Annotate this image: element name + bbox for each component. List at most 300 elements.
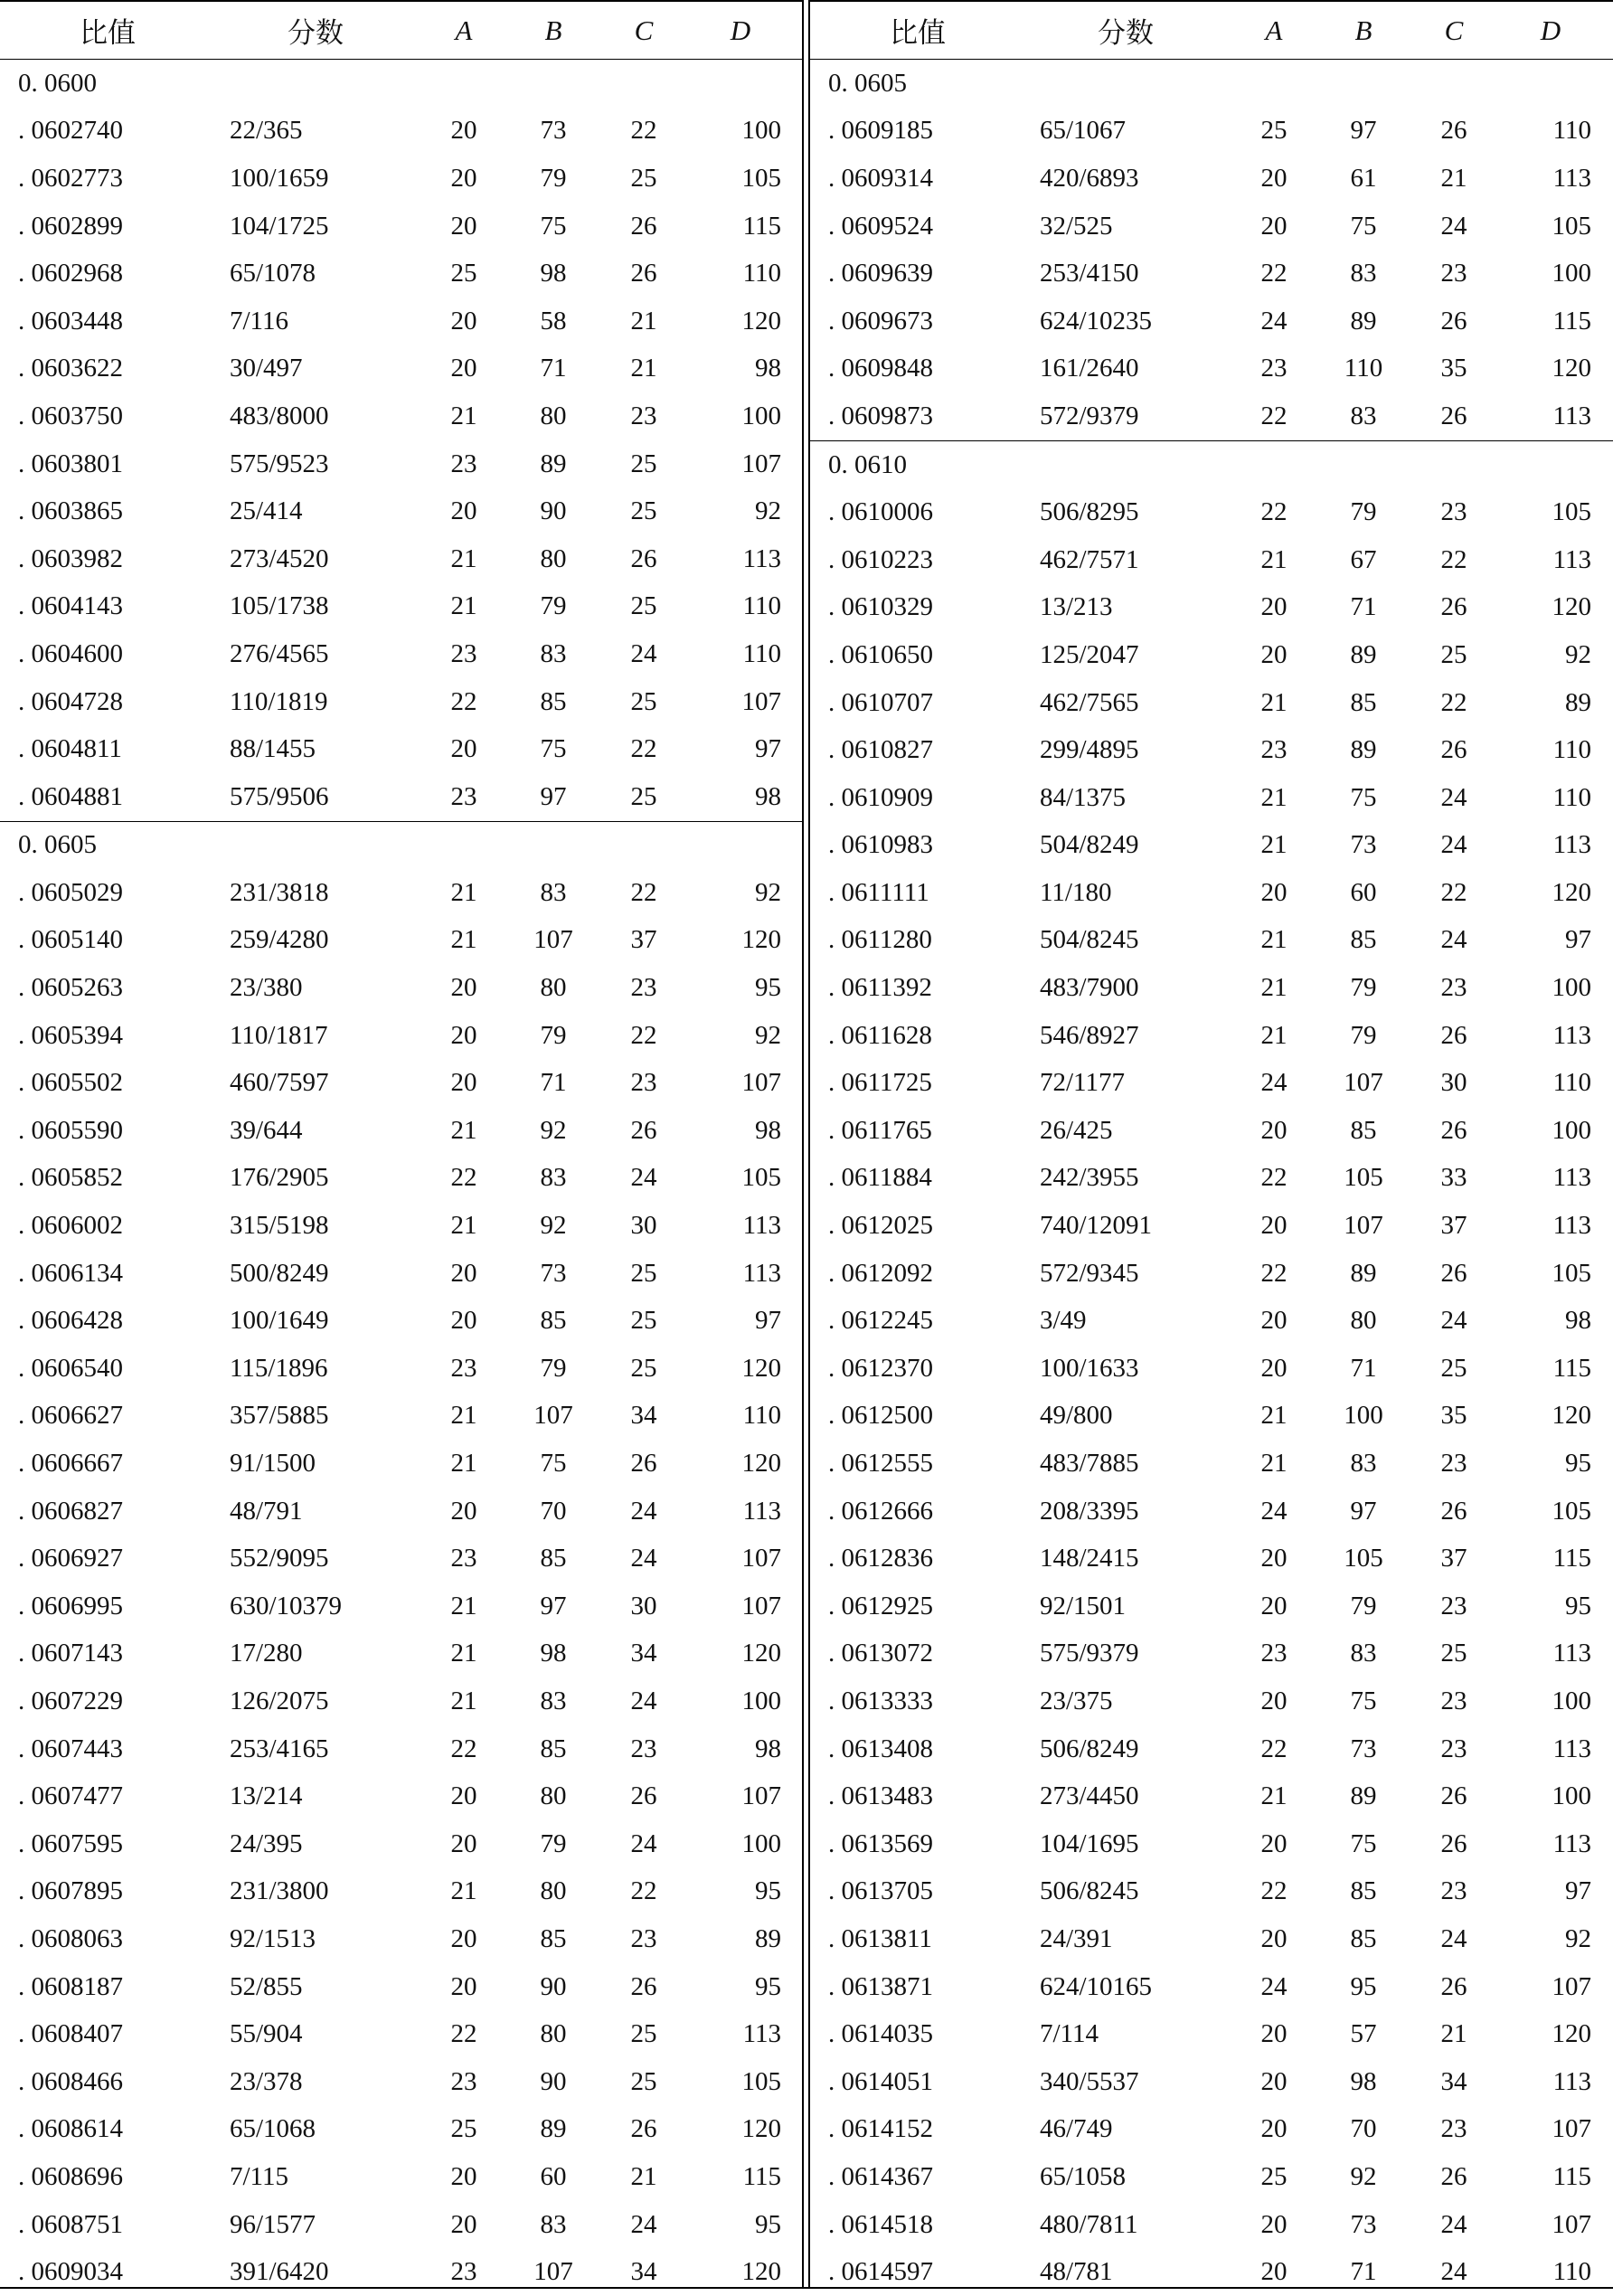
fraction-cell: 110/1819 xyxy=(230,686,328,716)
c-cell: 25 xyxy=(1440,1353,1467,1383)
table-row xyxy=(810,1677,1613,1725)
fraction-cell: 552/9095 xyxy=(230,1544,329,1573)
ratio-cell: . 0604811 xyxy=(18,734,122,764)
c-cell: 24 xyxy=(1440,2209,1467,2239)
fraction-cell: 23/380 xyxy=(230,973,303,1003)
d-cell: 110 xyxy=(742,638,781,668)
table-row xyxy=(0,725,803,773)
a-cell: 22 xyxy=(450,1163,477,1193)
ratio-cell: . 0606667 xyxy=(18,1449,123,1479)
ratio-cell: . 0610827 xyxy=(828,735,933,765)
ratio-cell: . 0612666 xyxy=(828,1496,933,1526)
ratio-cell: . 0606627 xyxy=(18,1401,123,1431)
table-row xyxy=(0,2248,803,2296)
ratio-cell: . 0609185 xyxy=(828,116,933,146)
ratio-cell: . 0602740 xyxy=(18,116,123,146)
a-cell: 20 xyxy=(450,973,477,1003)
ratio-cell: . 0603801 xyxy=(18,449,123,478)
b-cell: 60 xyxy=(1350,877,1377,907)
table-row xyxy=(810,1440,1613,1488)
a-cell: 21 xyxy=(450,1591,477,1620)
c-cell: 26 xyxy=(630,259,657,288)
ratio-cell: . 0604143 xyxy=(18,591,123,621)
c-cell: 22 xyxy=(1440,687,1467,717)
table-row xyxy=(0,1963,803,2011)
table-row xyxy=(810,1963,1613,2011)
a-cell: 20 xyxy=(1260,2209,1288,2239)
ratio-cell: . 0612370 xyxy=(828,1353,933,1383)
fraction-cell: 88/1455 xyxy=(230,734,316,764)
table-row xyxy=(810,1012,1613,1060)
fraction-cell: 483/8000 xyxy=(230,401,329,430)
fraction-cell: 32/525 xyxy=(1040,211,1113,241)
b-cell: 83 xyxy=(1350,259,1377,288)
table-row xyxy=(810,1393,1613,1441)
d-cell: 107 xyxy=(1552,2209,1591,2239)
ratio-cell: . 0614367 xyxy=(828,2161,933,2191)
ratio-cell: . 0614518 xyxy=(828,2209,933,2239)
d-cell: 120 xyxy=(741,2257,781,2287)
c-cell: 23 xyxy=(630,973,657,1003)
d-cell: 100 xyxy=(1552,259,1591,288)
ratio-cell: . 0610707 xyxy=(828,687,933,717)
ratio-cell: . 0609314 xyxy=(828,163,933,193)
d-cell: 98 xyxy=(1565,1306,1591,1336)
d-cell: 113 xyxy=(742,543,781,573)
fraction-cell: 391/6420 xyxy=(230,2257,329,2287)
b-cell: 71 xyxy=(540,1068,567,1098)
b-cell: 85 xyxy=(540,1544,567,1573)
d-cell: 115 xyxy=(1552,1353,1591,1383)
ratio-cell: . 0611392 xyxy=(828,973,932,1003)
d-cell: 107 xyxy=(741,1781,781,1811)
d-cell: 115 xyxy=(1552,2161,1591,2191)
table-row xyxy=(0,630,803,678)
table-row xyxy=(0,964,803,1012)
a-cell: 21 xyxy=(450,1211,477,1241)
table-row xyxy=(810,250,1613,298)
ratio-cell: . 0605263 xyxy=(18,973,123,1003)
table-row xyxy=(0,108,803,156)
table-row xyxy=(0,1535,803,1583)
fraction-cell: 572/9379 xyxy=(1040,401,1139,430)
table-row xyxy=(810,2248,1613,2296)
c-cell: 21 xyxy=(1440,163,1467,193)
header-ratio: 比值 xyxy=(80,17,136,49)
fraction-cell: 483/7900 xyxy=(1040,973,1139,1003)
b-cell: 75 xyxy=(1350,782,1377,812)
fraction-cell: 148/2415 xyxy=(1040,1544,1139,1573)
b-cell: 71 xyxy=(1350,592,1377,622)
fraction-cell: 575/9506 xyxy=(230,781,329,811)
b-cell: 98 xyxy=(1350,2066,1377,2096)
d-cell: 92 xyxy=(755,1020,781,1050)
fraction-cell: 11/180 xyxy=(1040,877,1112,907)
a-cell: 22 xyxy=(1260,401,1288,430)
c-cell: 23 xyxy=(1440,1734,1467,1763)
fraction-cell: 110/1817 xyxy=(230,1020,328,1050)
a-cell: 23 xyxy=(1260,354,1288,383)
c-cell: 25 xyxy=(630,1353,657,1383)
c-cell: 24 xyxy=(1440,830,1467,860)
ratio-cell: . 0610983 xyxy=(828,830,933,860)
b-cell: 92 xyxy=(1350,2161,1377,2191)
c-cell: 25 xyxy=(630,1258,657,1288)
fraction-cell: 504/8245 xyxy=(1040,925,1139,955)
a-cell: 21 xyxy=(450,1449,477,1479)
b-cell: 67 xyxy=(1350,544,1377,574)
ratio-cell: . 0609673 xyxy=(828,306,933,335)
d-cell: 113 xyxy=(742,1211,781,1241)
b-cell: 73 xyxy=(1350,830,1377,860)
table-row xyxy=(0,1059,803,1107)
c-cell: 25 xyxy=(1440,1639,1467,1668)
fraction-cell: 273/4450 xyxy=(1040,1781,1139,1811)
table-row xyxy=(0,1725,803,1773)
fraction-cell: 7/115 xyxy=(230,2161,288,2191)
d-cell: 105 xyxy=(741,2066,781,2096)
d-cell: 113 xyxy=(1552,1828,1591,1858)
b-cell: 90 xyxy=(540,496,567,526)
b-cell: 79 xyxy=(540,163,567,193)
a-cell: 20 xyxy=(1260,211,1288,241)
fraction-cell: 259/4280 xyxy=(230,925,329,955)
fraction-cell: 65/1068 xyxy=(230,2114,316,2144)
a-cell: 23 xyxy=(450,2066,477,2096)
d-cell: 110 xyxy=(1552,1068,1591,1098)
c-cell: 24 xyxy=(630,2209,657,2239)
table-row xyxy=(0,535,803,583)
a-cell: 21 xyxy=(1260,1449,1288,1479)
fraction-cell: 572/9345 xyxy=(1040,1258,1139,1288)
table-row xyxy=(0,1012,803,1060)
b-cell: 92 xyxy=(540,1115,567,1145)
fraction-cell: 48/781 xyxy=(1040,2257,1113,2287)
table-row xyxy=(810,1915,1613,1963)
a-cell: 20 xyxy=(1260,592,1288,622)
ratio-cell: . 0605394 xyxy=(18,1020,123,1050)
a-cell: 20 xyxy=(450,1258,477,1288)
table-row xyxy=(0,2058,803,2106)
ratio-cell: . 0613072 xyxy=(828,1639,933,1668)
table-row xyxy=(810,584,1613,632)
ratio-cell: . 0606827 xyxy=(18,1496,123,1526)
b-cell: 107 xyxy=(533,2257,573,2287)
table-row xyxy=(810,392,1613,440)
fraction-cell: 630/10379 xyxy=(230,1591,343,1620)
table-row xyxy=(0,298,803,345)
c-cell: 26 xyxy=(630,1971,657,2001)
group-label-row xyxy=(0,821,803,870)
c-cell: 34 xyxy=(630,2257,657,2287)
ratio-cell: . 0603865 xyxy=(18,496,123,526)
ratio-cell: . 0604728 xyxy=(18,686,123,716)
d-cell: 113 xyxy=(1552,830,1591,860)
a-cell: 21 xyxy=(1260,1781,1288,1811)
table-row xyxy=(0,678,803,726)
a-cell: 21 xyxy=(450,1876,477,1906)
b-cell: 89 xyxy=(540,2114,567,2144)
ratio-cell: . 0606927 xyxy=(18,1544,123,1573)
table-row xyxy=(810,1630,1613,1678)
d-cell: 100 xyxy=(741,1828,781,1858)
ratio-cell: . 0614051 xyxy=(828,2066,933,2096)
d-cell: 100 xyxy=(741,1686,781,1715)
c-cell: 26 xyxy=(1440,401,1467,430)
d-cell: 115 xyxy=(742,2161,781,2191)
d-cell: 115 xyxy=(1552,1544,1591,1573)
c-cell: 30 xyxy=(630,1591,657,1620)
a-cell: 22 xyxy=(1260,497,1288,527)
fraction-cell: 72/1177 xyxy=(1040,1068,1125,1098)
fraction-cell: 161/2640 xyxy=(1040,354,1139,383)
b-cell: 89 xyxy=(540,449,567,478)
b-cell: 80 xyxy=(540,973,567,1003)
a-cell: 20 xyxy=(450,1781,477,1811)
ratio-cell: . 0609873 xyxy=(828,401,933,430)
table-row xyxy=(810,2153,1613,2201)
fraction-cell: 273/4520 xyxy=(230,543,329,573)
a-cell: 24 xyxy=(1260,1496,1288,1526)
c-cell: 22 xyxy=(1440,544,1467,574)
table-row xyxy=(0,345,803,393)
c-cell: 34 xyxy=(1440,2066,1467,2096)
fraction-cell: 91/1500 xyxy=(230,1449,316,1479)
ratio-cell: . 0612836 xyxy=(828,1544,933,1573)
d-cell: 105 xyxy=(1552,211,1591,241)
table-row xyxy=(810,1202,1613,1250)
b-cell: 75 xyxy=(1350,211,1377,241)
b-cell: 79 xyxy=(540,1353,567,1383)
fraction-cell: 65/1058 xyxy=(1040,2161,1127,2191)
a-cell: 20 xyxy=(450,211,477,241)
fraction-cell: 104/1725 xyxy=(230,211,329,241)
ratio-cell: . 0603982 xyxy=(18,543,123,573)
c-cell: 24 xyxy=(1440,1306,1467,1336)
b-cell: 75 xyxy=(540,211,567,241)
ratio-cell: . 0608466 xyxy=(18,2066,123,2096)
a-cell: 22 xyxy=(450,686,477,716)
ratio-cell: . 0614035 xyxy=(828,2019,933,2049)
table-row xyxy=(0,1250,803,1298)
d-cell: 120 xyxy=(1552,2019,1591,2049)
table-row xyxy=(0,203,803,250)
c-cell: 25 xyxy=(630,2019,657,2049)
ratio-cell: . 0610006 xyxy=(828,497,933,527)
table-row xyxy=(810,631,1613,679)
table-row xyxy=(0,2153,803,2201)
d-cell: 107 xyxy=(1552,1971,1591,2001)
a-cell: 22 xyxy=(450,1734,477,1763)
c-cell: 23 xyxy=(630,1923,657,1953)
table-row xyxy=(0,917,803,965)
d-cell: 110 xyxy=(1552,735,1591,765)
ratio-cell: . 0609524 xyxy=(828,211,933,241)
table-row xyxy=(810,345,1613,393)
header-d: D xyxy=(1540,14,1561,46)
header-c: C xyxy=(1444,14,1464,46)
fraction-cell: 39/644 xyxy=(230,1115,303,1145)
a-cell: 20 xyxy=(1260,1306,1288,1336)
table-row xyxy=(0,1107,803,1155)
c-cell: 24 xyxy=(1440,782,1467,812)
ratio-cell: . 0608407 xyxy=(18,2019,123,2049)
fraction-cell: 48/791 xyxy=(230,1496,303,1526)
b-cell: 85 xyxy=(1350,1115,1377,1145)
table-row xyxy=(810,1772,1613,1820)
c-cell: 23 xyxy=(1440,259,1467,288)
c-cell: 26 xyxy=(1440,2161,1467,2191)
table-row xyxy=(810,2106,1613,2154)
c-cell: 34 xyxy=(630,1401,657,1431)
fraction-cell: 276/4565 xyxy=(230,638,329,668)
c-cell: 26 xyxy=(630,1449,657,1479)
a-cell: 23 xyxy=(450,638,477,668)
a-cell: 22 xyxy=(1260,1258,1288,1288)
d-cell: 113 xyxy=(1552,1639,1591,1668)
fraction-cell: 624/10165 xyxy=(1040,1971,1153,2001)
b-cell: 80 xyxy=(540,2019,567,2049)
fraction-cell: 740/12091 xyxy=(1040,1211,1153,1241)
fraction-cell: 125/2047 xyxy=(1040,639,1139,669)
d-cell: 100 xyxy=(1552,973,1591,1003)
table-row xyxy=(810,964,1613,1012)
b-cell: 73 xyxy=(1350,1734,1377,1763)
b-cell: 89 xyxy=(1350,1781,1377,1811)
a-cell: 20 xyxy=(450,734,477,764)
d-cell: 95 xyxy=(755,973,781,1003)
a-cell: 20 xyxy=(1260,2114,1288,2144)
fraction-cell: 65/1078 xyxy=(230,259,316,288)
a-cell: 21 xyxy=(450,1686,477,1715)
fraction-cell: 420/6893 xyxy=(1040,163,1139,193)
table-row xyxy=(810,1820,1613,1868)
ratio-cell: . 0604600 xyxy=(18,638,123,668)
a-cell: 20 xyxy=(450,354,477,383)
table-row xyxy=(0,1630,803,1678)
fraction-cell: 115/1896 xyxy=(230,1353,328,1383)
c-cell: 26 xyxy=(1440,1971,1467,2001)
ratio-cell: . 0606995 xyxy=(18,1591,123,1620)
d-cell: 95 xyxy=(1565,1591,1591,1620)
fraction-cell: 500/8249 xyxy=(230,1258,329,1288)
c-cell: 21 xyxy=(630,306,657,335)
table-row xyxy=(0,1583,803,1630)
b-cell: 75 xyxy=(1350,1686,1377,1715)
a-cell: 20 xyxy=(1260,1828,1288,1858)
d-cell: 120 xyxy=(741,306,781,335)
b-cell: 58 xyxy=(540,306,567,335)
d-cell: 98 xyxy=(755,1115,781,1145)
a-cell: 20 xyxy=(1260,1115,1288,1145)
d-cell: 120 xyxy=(1552,354,1591,383)
d-cell: 113 xyxy=(742,1496,781,1526)
fraction-cell: 100/1649 xyxy=(230,1306,329,1336)
c-cell: 26 xyxy=(1440,1258,1467,1288)
d-cell: 107 xyxy=(741,686,781,716)
d-cell: 98 xyxy=(755,1734,781,1763)
d-cell: 110 xyxy=(1552,782,1591,812)
d-cell: 110 xyxy=(742,1401,781,1431)
ratio-cell: . 0612555 xyxy=(828,1449,933,1479)
ratio-cell: . 0608696 xyxy=(18,2161,123,2191)
c-cell: 23 xyxy=(630,401,657,430)
d-cell: 100 xyxy=(741,116,781,146)
fraction-cell: 575/9379 xyxy=(1040,1639,1139,1668)
a-cell: 20 xyxy=(1260,1544,1288,1573)
c-cell: 37 xyxy=(1440,1544,1467,1573)
b-cell: 83 xyxy=(540,2209,567,2239)
header-b: B xyxy=(1354,14,1372,46)
ratio-cell: . 0609034 xyxy=(18,2257,123,2287)
c-cell: 23 xyxy=(630,1068,657,1098)
c-cell: 24 xyxy=(630,638,657,668)
b-cell: 73 xyxy=(540,1258,567,1288)
d-cell: 107 xyxy=(741,1544,781,1573)
a-cell: 21 xyxy=(1260,925,1288,955)
d-cell: 97 xyxy=(1565,925,1591,955)
c-cell: 25 xyxy=(1440,639,1467,669)
ratio-cell: . 0609848 xyxy=(828,354,933,383)
ratio-cell: . 0613705 xyxy=(828,1876,933,1906)
table-row xyxy=(810,2058,1613,2106)
b-cell: 85 xyxy=(1350,687,1377,717)
b-cell: 80 xyxy=(540,1781,567,1811)
c-cell: 33 xyxy=(1440,1163,1467,1193)
b-cell: 85 xyxy=(540,1306,567,1336)
b-cell: 100 xyxy=(1344,1401,1383,1431)
fraction-cell: 506/8249 xyxy=(1040,1734,1139,1763)
ratio-cell: . 0610650 xyxy=(828,639,933,669)
d-cell: 110 xyxy=(742,259,781,288)
b-cell: 92 xyxy=(540,1211,567,1241)
table-row xyxy=(810,1059,1613,1107)
c-cell: 24 xyxy=(630,1496,657,1526)
c-cell: 22 xyxy=(630,734,657,764)
a-cell: 20 xyxy=(450,2161,477,2191)
table-row xyxy=(810,1725,1613,1773)
ratio-cell: . 0611725 xyxy=(828,1068,932,1098)
header-d: D xyxy=(730,14,751,46)
table-row xyxy=(0,1297,803,1345)
header-fraction: 分数 xyxy=(288,17,344,49)
b-cell: 71 xyxy=(540,354,567,383)
b-cell: 60 xyxy=(540,2161,567,2191)
c-cell: 23 xyxy=(1440,2114,1467,2144)
a-cell: 20 xyxy=(1260,2257,1288,2287)
fraction-cell: 30/497 xyxy=(230,354,303,383)
d-cell: 113 xyxy=(1552,544,1591,574)
left-table xyxy=(0,0,803,2296)
table-row xyxy=(810,1535,1613,1583)
fraction-cell: 462/7571 xyxy=(1040,544,1139,574)
fraction-cell: 100/1633 xyxy=(1040,1353,1139,1383)
ratio-cell: . 0614152 xyxy=(828,2114,933,2144)
a-cell: 24 xyxy=(1260,306,1288,335)
table-row xyxy=(810,1250,1613,1298)
d-cell: 120 xyxy=(1552,1401,1591,1431)
d-cell: 97 xyxy=(755,1306,781,1336)
right-table xyxy=(810,0,1613,2296)
d-cell: 100 xyxy=(1552,1781,1591,1811)
a-cell: 22 xyxy=(450,2019,477,2049)
b-cell: 105 xyxy=(1344,1163,1383,1193)
table-row xyxy=(0,2201,803,2249)
b-cell: 89 xyxy=(1350,1258,1377,1288)
table-row xyxy=(810,1488,1613,1535)
ratio-cell: . 0607595 xyxy=(18,1828,123,1858)
header-fraction: 分数 xyxy=(1098,17,1154,49)
